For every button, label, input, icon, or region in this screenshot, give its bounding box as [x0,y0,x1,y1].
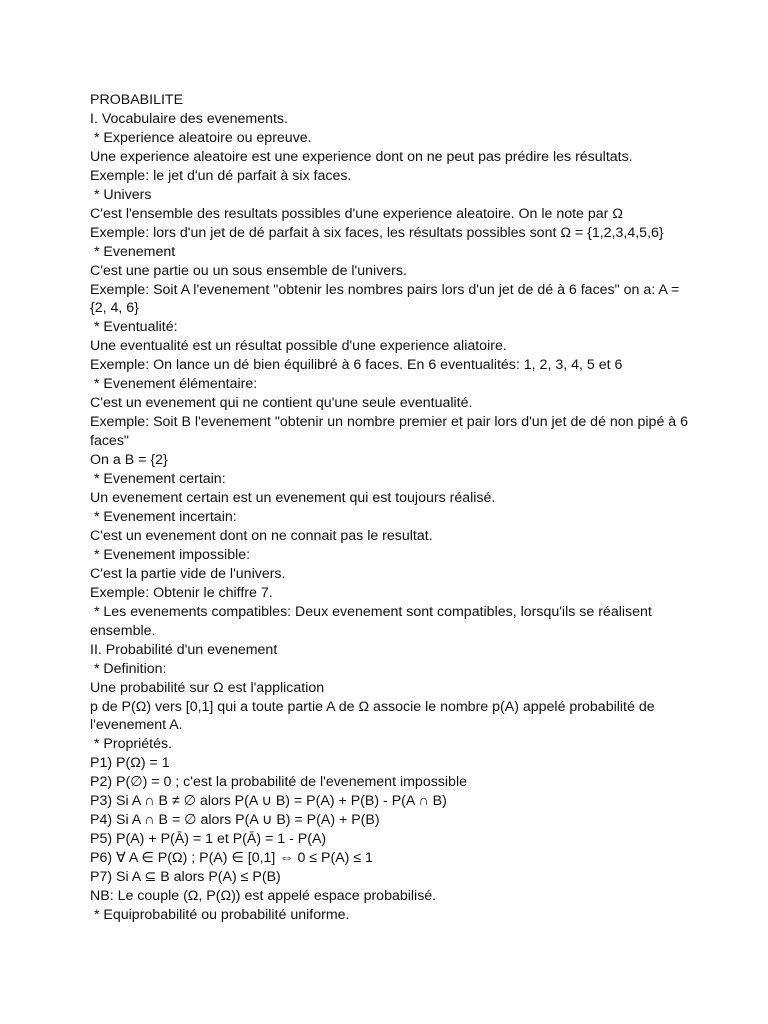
subheading-univers: * Univers [90,186,152,203]
subheading-eventualite: * Eventualité: [90,319,178,336]
text-line: Exemple: Soit B l'evenement "obtenir un nombre premier et pair lors d'un jet de dé non pipé à 6 [90,414,689,431]
section-heading-vocabulaire: I. Vocabulaire des evenements. [90,110,288,127]
property-p2: P2) P(∅) = 0 ; c'est la probabilité de l'evenement impossible [90,774,467,791]
subheading-evenement: * Evenement [90,243,176,260]
subheading-experience-aleatoire: * Experience aleatoire ou epreuve. [90,129,312,146]
text-line: Une probabilité sur Ω est l'application [90,679,325,696]
subheading-evenement-elementaire: * Evenement élémentaire: [90,376,258,393]
text-line: On a B = {2} [90,452,168,469]
text-line: C'est la partie vide de l'univers. [90,565,286,582]
text-line: Exemple: On lance un dé bien équilibré à 6 faces. En 6 eventualités: 1, 2, 3, 4, 5 et 6 [90,357,623,374]
subheading-evenement-certain: * Evenement certain: [90,471,226,488]
text-line: l'evenement A. [90,717,183,734]
text-line: {2, 4, 6} [90,300,139,317]
text-line: p de P(Ω) vers [0,1] qui a toute partie A de Ω associe le nombre p(A) appelé probabilité de [90,698,655,715]
text-line: Exemple: le jet d'un dé parfait à six faces. [90,167,352,184]
text-line: C'est un evenement qui ne contient qu'une seule eventualité. [90,395,473,412]
subheading-equiprobabilite: * Equiprobabilité ou probabilité uniforme. [90,906,350,923]
subheading-evenements-compatibles: * Les evenements compatibles: Deux evenement sont compatibles, lorsqu'ils se réalisent [90,603,652,620]
text-line: faces" [90,433,129,450]
property-p3: P3) Si A ∩ B ≠ ∅ alors P(A ∪ B) = P(A) + P(B) - P(A ∩ B) [90,793,447,810]
text-line: C'est une partie ou un sous ensemble de l'univers. [90,262,407,279]
text-line: Une experience aleatoire est une experience dont on ne peut pas prédire les résultats. [90,148,633,165]
subheading-proprietes: * Propriétés. [90,736,173,753]
note-espace-probabilise: NB: Le couple (Ω, P(Ω)) est appelé espace probabilisé. [90,888,437,905]
document-title: PROBABILITE [90,92,184,108]
text-line: ensemble. [90,622,156,639]
property-p6: P6) ∀ A ∈ P(Ω) ; P(A) ∈ [0,1] ⇔ 0 ≤ P(A) ≤ 1 [90,850,373,867]
text-line: Exemple: lors d'un jet de dé parfait à six faces, les résultats possibles sont Ω = {1,2,3,4,5,6} [90,224,664,241]
text-line: Exemple: Obtenir le chiffre 7. [90,584,273,601]
text-line: Un evenement certain est un evenement qui est toujours réalisé. [90,490,496,507]
subheading-evenement-incertain: * Evenement incertain: [90,508,237,525]
text-line: C'est l'ensemble des resultats possibles d'une experience aleatoire. On le note par Ω [90,205,623,222]
text-line: Une eventualité est un résultat possible d'une experience aliatoire. [90,338,507,355]
text-line: Exemple: Soit A l'evenement "obtenir les nombres pairs lors d'un jet de dé à 6 faces" on a: A = [90,281,680,298]
subheading-evenement-impossible: * Evenement impossible: [90,546,251,563]
section-heading-probabilite: II. Probabilité d'un evenement [90,641,278,658]
document-body [90,91,690,925]
property-p4: P4) Si A ∩ B = ∅ alors P(A ∪ B) = P(A) + P(B) [90,812,380,829]
property-p7: P7) Si A ⊆ B alors P(A) ≤ P(B) [90,869,281,886]
property-p5: P5) P(A) + P(Ā) = 1 et P(Ā) = 1 - P(A) [90,831,327,848]
text-line: C'est un evenement dont on ne connait pas le resultat. [90,527,433,544]
subheading-definition: * Definition: [90,660,167,677]
property-p1: P1) P(Ω) = 1 [90,755,170,772]
